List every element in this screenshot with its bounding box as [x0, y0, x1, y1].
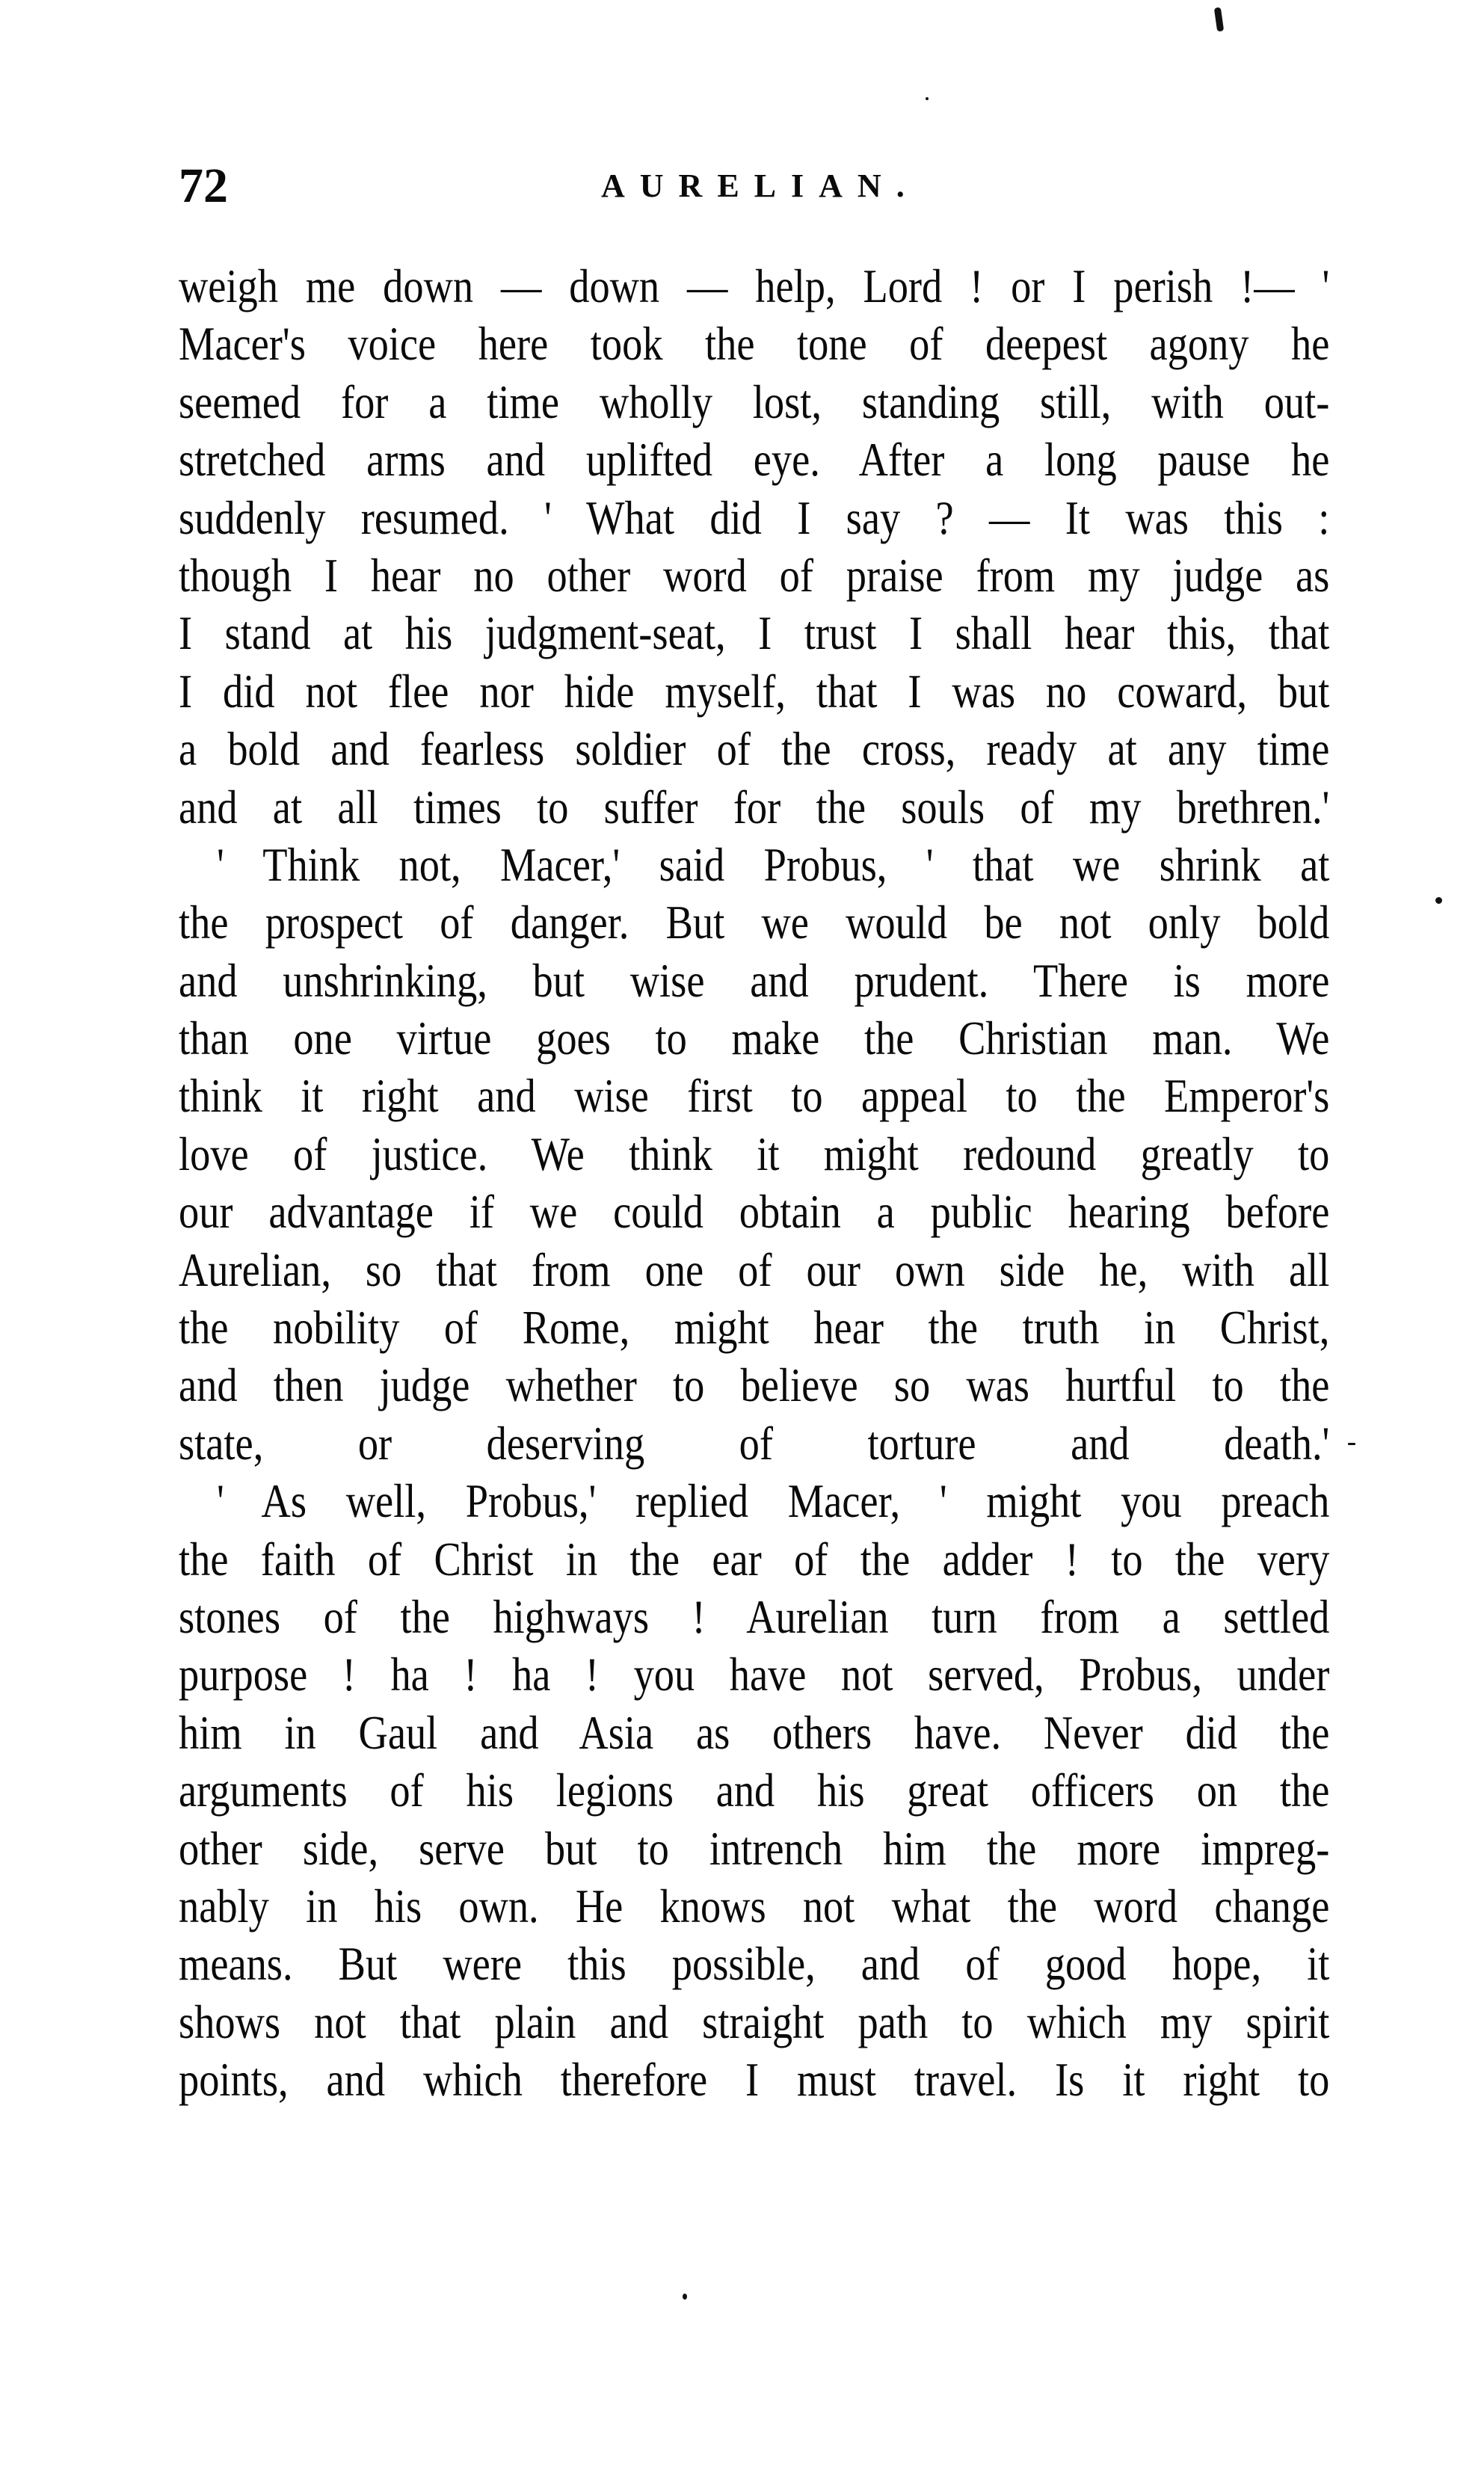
scan-speck — [1214, 7, 1224, 32]
text-line: nably in his own. He knows not what the word change — [179, 1879, 1330, 1933]
text-line: ' As well, Probus,' replied Macer, ' might you preach — [217, 1474, 1330, 1528]
text-line: a bold and fearless soldier of the cross, ready at any time — [179, 722, 1330, 776]
text-line: our advantage if we could obtain a public hearing before — [179, 1185, 1330, 1239]
text-line: I did not flee nor hide myself, that I was no coward, but — [179, 664, 1330, 718]
text-line: Aurelian, so that from one of our own side he, with all — [179, 1242, 1330, 1296]
text-line: stones of the highways ! Aurelian turn from a settled — [179, 1589, 1330, 1643]
text-line: stretched arms and uplifted eye. After a long pause he — [179, 433, 1330, 487]
text-line: though I hear no other word of praise from my judge as — [179, 548, 1330, 602]
scan-speck — [926, 97, 929, 100]
text-line: suddenly resumed. ' What did I say ? — It was this : — [179, 490, 1330, 544]
text-line: arguments of his legions and his great officers on the — [179, 1764, 1330, 1817]
text-line: the nobility of Rome, might hear the truth in Christ, — [179, 1301, 1330, 1355]
page-number: 72 — [179, 158, 228, 213]
text-line: I stand at his judgment-seat, I trust I shall hear this, that — [179, 606, 1330, 660]
text-line: think it right and wise first to appeal to the Emperor's — [179, 1069, 1330, 1123]
text-line: the faith of Christ in the ear of the adder ! to the very — [179, 1532, 1330, 1586]
text-line: and at all times to suffer for the souls of my brethren.' — [179, 780, 1330, 834]
text-line: him in Gaul and Asia as others have. Never did the — [179, 1705, 1330, 1759]
scan-speck — [1435, 897, 1442, 904]
paragraph — [179, 836, 1330, 1472]
body-text — [179, 257, 1330, 2109]
text-line: weigh me down — down — help, Lord ! or I perish !— ' — [179, 259, 1330, 312]
text-line: state, or deserving of torture and death.' — [179, 1416, 1330, 1470]
text-line: love of justice. We think it might redound greatly to — [179, 1127, 1330, 1180]
text-line: purpose ! ha ! ha ! you have not served, Probus, under — [179, 1648, 1330, 1702]
text-line: other side, serve but to intrench him the more impreg- — [179, 1821, 1330, 1875]
text-line: shows not that plain and straight path to which my spirit — [179, 1995, 1330, 2048]
scan-speck — [683, 2294, 687, 2300]
text-line: seemed for a time wholly lost, standing still, with out- — [179, 375, 1330, 428]
paragraph — [179, 257, 1330, 836]
text-line: the prospect of danger. But we would be not only bold — [179, 896, 1330, 949]
text-line: Macer's voice here took the tone of deepest agony he — [179, 317, 1330, 371]
text-line: means. But were this possible, and of good hope, it — [179, 1937, 1330, 1991]
text-line: points, and which therefore I must travel. Is it right to — [179, 2053, 1330, 2107]
running-title: AURELIAN. — [601, 167, 920, 204]
text-line: and then judge whether to believe so was hurtful to the — [179, 1358, 1330, 1412]
paragraph — [179, 1472, 1330, 2108]
text-line: ' Think not, Macer,' said Probus, ' that we shrink at — [217, 837, 1330, 891]
text-line: than one virtue goes to make the Christian man. We — [179, 1011, 1330, 1065]
text-line: and unshrinking, but wise and prudent. There is more — [179, 953, 1330, 1007]
scan-speck — [1348, 1443, 1355, 1445]
